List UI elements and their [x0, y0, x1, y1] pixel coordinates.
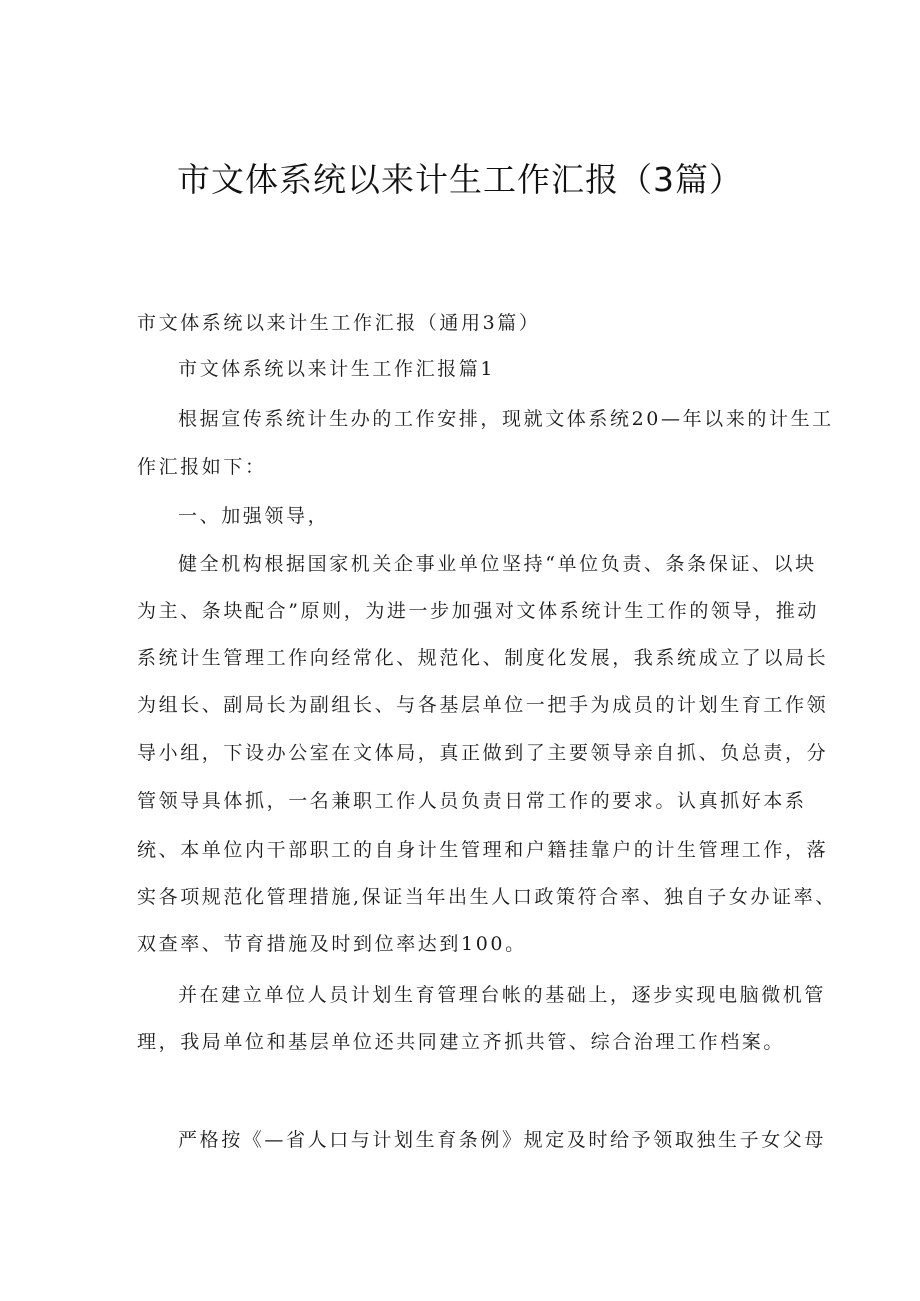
paragraph-line: 实各项规范化管理措施,保证当年出生人口政策符合率、独自子女办证率、	[137, 886, 837, 908]
section-heading: 市文体系统以来计生工作汇报篇1	[178, 358, 496, 380]
paragraph-line: 根据宣传系统计生办的工作安排，现就文体系统20—年以来的计生工	[178, 408, 834, 430]
paragraph-line: 导小组，下设办公室在文体局，真正做到了主要领导亲自抓、负总责，分	[137, 742, 829, 764]
paragraph-line: 健全机构根据国家机关企事业单位坚持“单位负责、条条保证、以块	[178, 553, 817, 575]
paragraph-line: 一、加强领导，	[178, 505, 330, 527]
document-subtitle: 市文体系统以来计生工作汇报（通用3篇）	[137, 312, 541, 334]
paragraph-line: 双查率、节育措施及时到位率达到100。	[137, 933, 527, 955]
paragraph-line: 管领导具体抓，一名兼职工作人员负责日常工作的要求。认真抓好本系	[137, 790, 807, 812]
paragraph-line: 统、本单位内干部职工的自身计生管理和户籍挂靠户的计生管理工作，落	[137, 839, 829, 861]
paragraph-line: 理，我局单位和基层单位还共同建立齐抓共管、综合治理工作档案。	[137, 1031, 786, 1053]
paragraph-line: 系统计生管理工作向经常化、规范化、制度化发展，我系统成立了以局长	[137, 647, 829, 669]
document-title: 市文体系统以来计生工作汇报（3篇）	[177, 160, 743, 199]
paragraph-line: 并在建立单位人员计划生育管理台帐的基础上，逐步实现电脑微机管	[178, 984, 827, 1006]
paragraph-line: 严格按《—省人口与计划生育条例》规定及时给予领取独生子女父母	[178, 1129, 827, 1151]
paragraph-line: 为组长、副局长为副组长、与各基层单位一把手为成员的计划生育工作领	[137, 694, 829, 716]
paragraph-line: 为主、条块配合”原则，为进一步加强对文体系统计生工作的领导，推动	[137, 600, 819, 622]
paragraph-line: 作汇报如下：	[137, 456, 267, 478]
